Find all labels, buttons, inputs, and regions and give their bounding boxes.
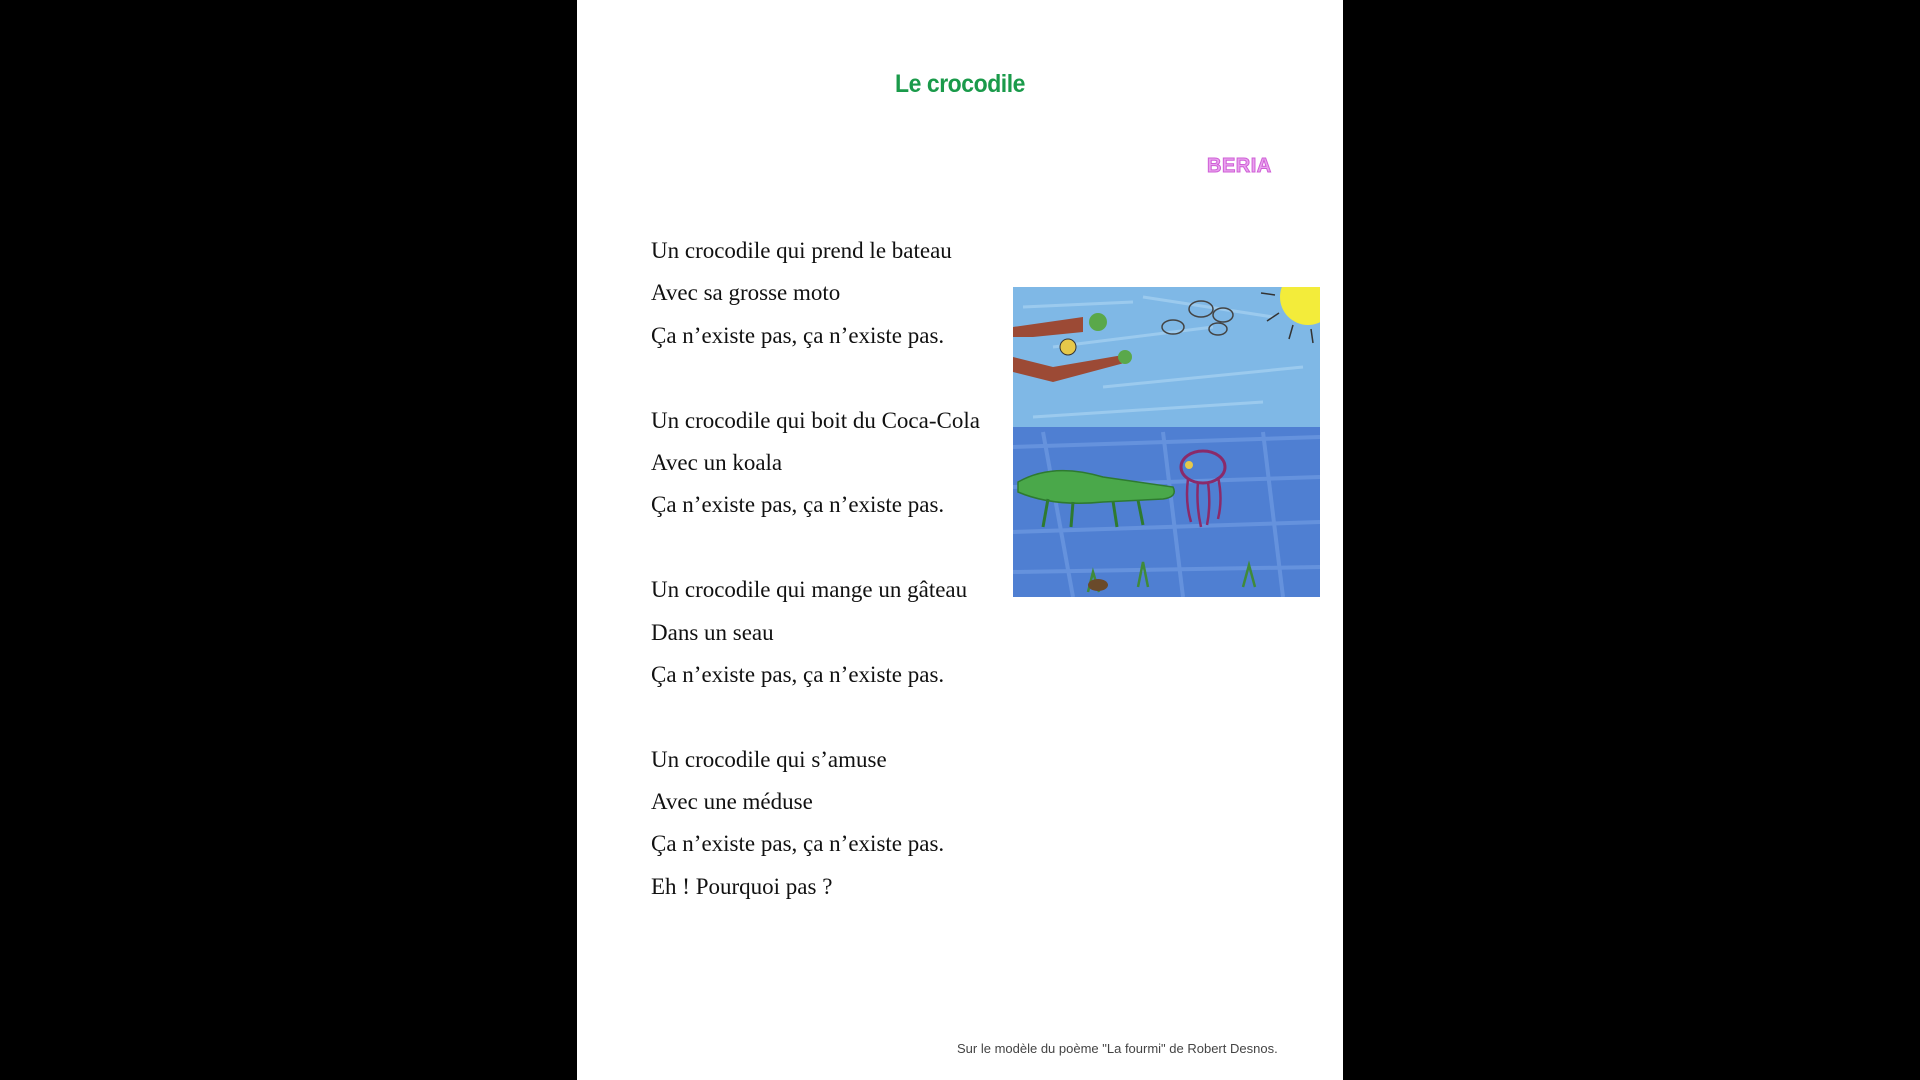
stanza-break bbox=[651, 527, 980, 569]
poem-line: Ça n’existe pas, ça n’existe pas. bbox=[651, 831, 945, 857]
stanza-break bbox=[651, 357, 980, 399]
footer-note: Sur le modèle du poème "La fourmi" de Robert Desnos. bbox=[957, 1041, 1278, 1056]
stanza-break bbox=[651, 696, 980, 738]
poem-line: Un crocodile qui prend le bateau bbox=[651, 238, 952, 263]
document-page bbox=[577, 0, 1343, 1080]
poem-title: Le crocodile bbox=[895, 70, 1025, 98]
poem-line: Un crocodile qui boit du Coca-Cola bbox=[651, 407, 980, 433]
poem-line: Un crocodile qui mange un gâteau bbox=[651, 577, 968, 603]
poem-author: BERIA bbox=[1207, 155, 1272, 177]
poem-line: Avec une méduse bbox=[651, 789, 813, 815]
poem-line: Ça n’existe pas, ça n’existe pas. bbox=[651, 492, 945, 518]
poem-line: Ça n’existe pas, ça n’existe pas. bbox=[651, 661, 945, 687]
poem-line: Un crocodile qui s’amuse bbox=[651, 746, 887, 772]
poem-body bbox=[651, 230, 980, 908]
poem-line: Dans un seau bbox=[651, 619, 774, 645]
poem-line: Avec un koala bbox=[651, 449, 783, 475]
poem-line: Avec sa grosse moto bbox=[651, 280, 841, 306]
poem-line: Ça n’existe pas, ça n’existe pas. bbox=[651, 322, 945, 348]
child-drawing-crocodile bbox=[1013, 287, 1320, 597]
poem-line: Eh ! Pourquoi pas ? bbox=[651, 873, 833, 899]
